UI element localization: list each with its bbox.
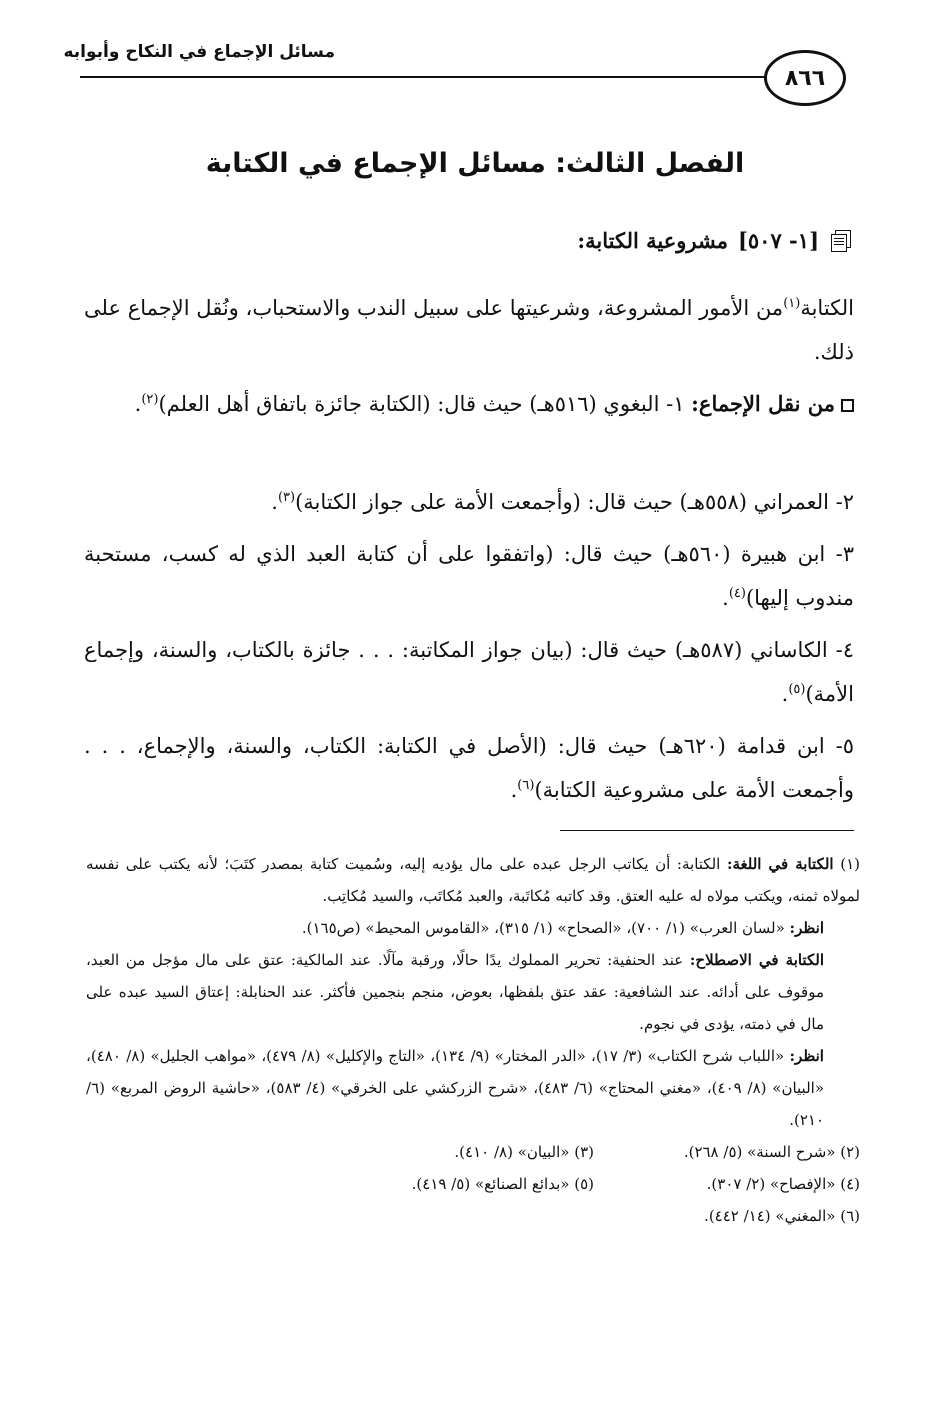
footnote-row bbox=[86, 1168, 860, 1200]
footnote-text: «اللباب شرح الكتاب» (٣/ ١٧)، «الدر المختار» (٩/ ١٣٤)، «التاج والإكليل» (٨/ ٤٧٩)، «مواهب الجليل» (٨/ ٤٨٠)، «البيان» (٨/ ٤٠٩)، «مغني المحتاج» (٦/ ٤٨٣)، «شرح الزركشي على الخرقي» (٤/ ٥٨٣)، «حاشية الروض المربع» (٦/ ٢١٠). bbox=[86, 1047, 825, 1129]
section-heading bbox=[151, 228, 851, 253]
running-header-title: مسائل الإجماع في النكاح وأبوابه bbox=[63, 42, 335, 62]
footnote-marker: (٥) bbox=[788, 682, 806, 697]
transmitter-item-2: ٢- العمراني (٥٥٨هـ) حيث قال: (وأجمعت الأمة على جواز الكتابة)$^{(٣)}$. bbox=[271, 490, 854, 514]
footnote-1-see-language bbox=[86, 912, 860, 944]
transmitter-text: ٢- العمراني (٥٥٨هـ) حيث قال: (وأجمعت الأمة على جواز الكتابة) bbox=[295, 490, 854, 514]
footnote-4: (٤) «الإفصاح» (٢/ ٣٠٧). bbox=[706, 1175, 860, 1193]
footnote-label: انظر: bbox=[789, 919, 824, 937]
footnote-3: (٣) «البيان» (٨/ ٤١٠). bbox=[454, 1143, 594, 1161]
footnote-marker: (٢) bbox=[141, 392, 159, 407]
section-title: مشروعية الكتابة: bbox=[577, 228, 728, 253]
footnote-marker: (١) bbox=[783, 296, 801, 311]
transmitter-item-4: ٤- الكاساني (٥٨٧هـ) حيث قال: (بيان جواز المكاتبة: . . . جائزة بالكتاب، والسنة، وإجماع الأمة)$^{(٥)}$. bbox=[84, 638, 854, 706]
transmitter-text: ٤- الكاساني (٥٨٧هـ) حيث قال: (بيان جواز المكاتبة: . . . جائزة بالكتاب، والسنة، وإجماع الأمة) bbox=[84, 638, 854, 706]
chapter-title: الفصل الثالث: مسائل الإجماع في الكتابة bbox=[205, 148, 745, 179]
footnote-1-language bbox=[86, 848, 860, 912]
footnotes bbox=[86, 848, 860, 1232]
section-number: [١- ٥٠٧] bbox=[737, 228, 819, 253]
transmitter-item-1: من نقل الإجماع: ١- البغوي (٥١٦هـ) حيث قال: (الكتابة جائزة باتفاق أهل العلم)$^{(٢)}$. bbox=[84, 382, 854, 426]
footnote-6: (٦) «المغني» (١٤/ ٤٤٢). bbox=[704, 1207, 860, 1225]
transmitter-text: ٥- ابن قدامة (٦٢٠هـ) حيث قال: (الأصل في الكتابة: الكتاب، والسنة، والإجماع، . . . وأجمعت الأمة على مشروعية الكتابة) bbox=[84, 734, 854, 802]
footnote-text: عند الحنفية: تحرير المملوك يدًا حالًا، ورقبة مآلًا. عند المالكية: عتق على مال مؤجل من العبد، موقوف على أدائه. عند الشافعية: عقد عتق بلفظها، بعوض، منجم بنجمين فأكثر. عند الحنابلة: إعتاق السيد عبده على مال في ذمته، يؤدى في نجوم. bbox=[86, 951, 824, 1033]
transmitter-text: ٣- ابن هبيرة (٥٦٠هـ) حيث قال: (واتفقوا على أن كتابة العبد الذي له كسب، مستحبة مندوب إليها) bbox=[84, 542, 854, 610]
intro-lead-word: الكتابة bbox=[800, 296, 854, 320]
footnote-label: الكتابة في الاصطلاح: bbox=[689, 951, 824, 969]
footnote-5: (٥) «بدائع الصنائع» (٥/ ٤١٩). bbox=[411, 1175, 594, 1193]
footnote-text: «لسان العرب» (١/ ٧٠٠)، «الصحاح» (١/ ٣١٥)، «القاموس المحيط» (ص١٦٥). bbox=[301, 919, 785, 937]
footnote-text: الكتابة: أن يكاتب الرجل عبده على مال يؤديه إليه، وسُميت كتابة بمصدر كتَبَ؛ لأنه يكتب على نفسه لمولاه ثمنه، ويكتب مولاه له عليه العتق. وقد كاتبه مُكاتَبة، والعبد مُكاتَب، والسيد مُكاتِب. bbox=[86, 855, 860, 905]
footnote-marker: (٦) bbox=[517, 778, 535, 793]
footnote-1-see-term bbox=[86, 1040, 860, 1136]
square-bullet-icon bbox=[841, 399, 854, 412]
footnote-label: انظر: bbox=[789, 1047, 824, 1065]
footnote-row bbox=[86, 1136, 860, 1168]
transmitters-lead: من نقل الإجماع: bbox=[691, 391, 835, 416]
footnote-2: (٢) «شرح السنة» (٥/ ٢٦٨). bbox=[683, 1143, 860, 1161]
copies-icon bbox=[829, 230, 851, 252]
intro-body: من الأمور المشروعة، وشرعيتها على سبيل الندب والاستحباب، ونُقل الإجماع على ذلك. bbox=[84, 296, 854, 364]
footnote-label: الكتابة في اللغة: bbox=[726, 855, 834, 873]
footnote-separator bbox=[560, 830, 854, 831]
header-rule bbox=[80, 76, 770, 78]
intro-paragraph bbox=[84, 286, 854, 374]
footnote-marker: (٤) bbox=[728, 586, 746, 601]
footnote-row bbox=[86, 1200, 860, 1232]
page-number: ٨٦٦ bbox=[764, 50, 846, 106]
transmitter-item-5: ٥- ابن قدامة (٦٢٠هـ) حيث قال: (الأصل في الكتابة: الكتاب، والسنة، والإجماع، . . . وأجمعت الأمة على مشروعية الكتابة)$^{(٦)}$. bbox=[84, 734, 854, 802]
footnote-marker: (٣) bbox=[277, 490, 296, 505]
transmitter-text: ١- البغوي (٥١٦هـ) حيث قال: (الكتابة جائزة باتفاق أهل العلم) bbox=[158, 392, 685, 416]
footnote-1-term bbox=[86, 944, 860, 1040]
transmitter-item-3: ٣- ابن هبيرة (٥٦٠هـ) حيث قال: (واتفقوا على أن كتابة العبد الذي له كسب، مستحبة مندوب إليها)$^{(٤)}$. bbox=[84, 542, 854, 610]
footnote-number: (١) bbox=[840, 855, 860, 873]
